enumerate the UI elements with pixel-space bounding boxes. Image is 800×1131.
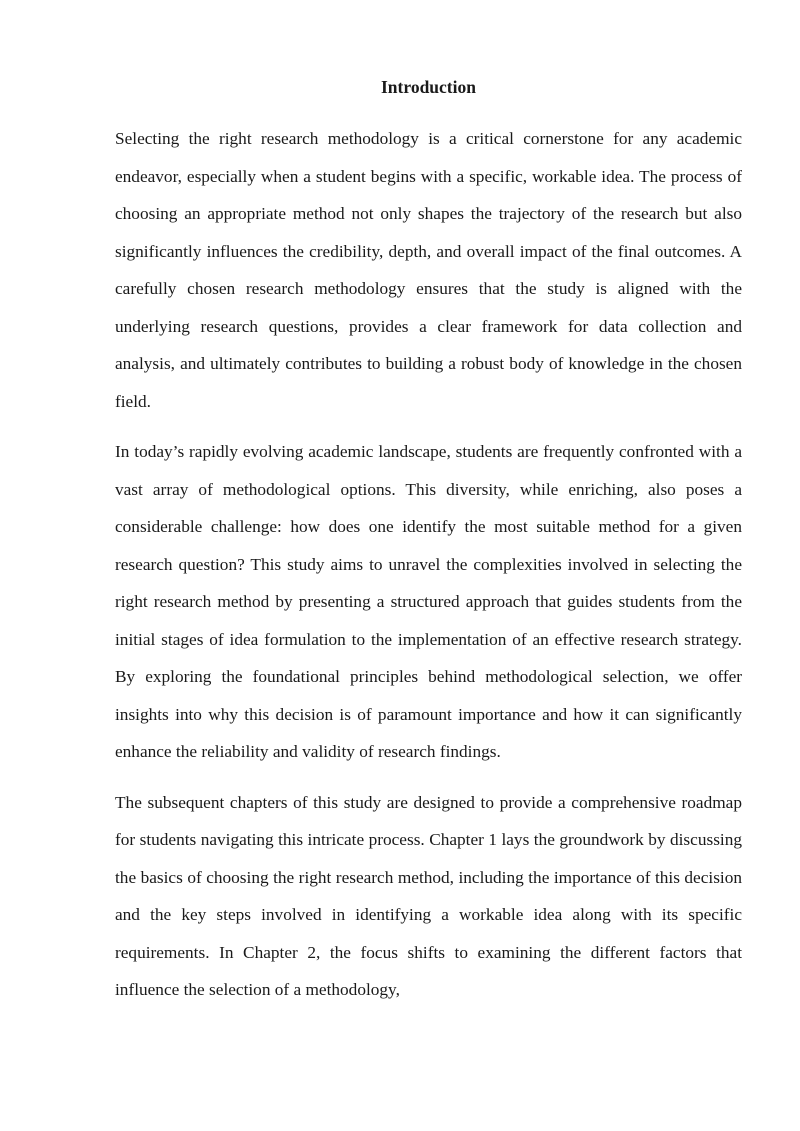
paragraph-1: Selecting the right research methodology is a critical cornerstone for any academic endeavor, especially when a student begins with a specific, workable idea. The process of choosing an appropriate method not only shapes the trajectory of the research but also significantly influences the credibility, depth, and overall impact of the final outcomes. A carefully chosen research methodology ensures that the study is aligned with the underlying research questions, provides a clear framework for data collection and analysis, and ultimately contributes to building a robust body of knowledge in the chosen field. — [115, 129, 742, 411]
paragraph-2: In today’s rapidly evolving academic landscape, students are frequently confronted with a vast array of methodological options. This diversity, while enriching, also poses a considerable challenge: how does one identify the most suitable method for a given research question? This study aims to unravel the complexities involved in selecting the right research method by presenting a structured approach that guides students from the initial stages of idea formulation to the implementation of an effective research strategy. By exploring the foundational principles behind methodological selection, we offer insights into why this decision is of paramount importance and how it can significantly enhance the reliability and validity of research findings. — [115, 442, 742, 761]
page-title: Introduction — [381, 77, 476, 97]
paragraph-3: The subsequent chapters of this study are designed to provide a comprehensive roadmap for students navigating this intricate process. Chapter 1 lays the groundwork by discussing the basics of choosing the right research method, including the importance of this decision and the key steps involved in identifying a workable idea along with its specific requirements. In Chapter 2, the focus shifts to examining the different factors that influence the selection of a methodology, — [115, 792, 742, 999]
body-text — [115, 120, 742, 1022]
